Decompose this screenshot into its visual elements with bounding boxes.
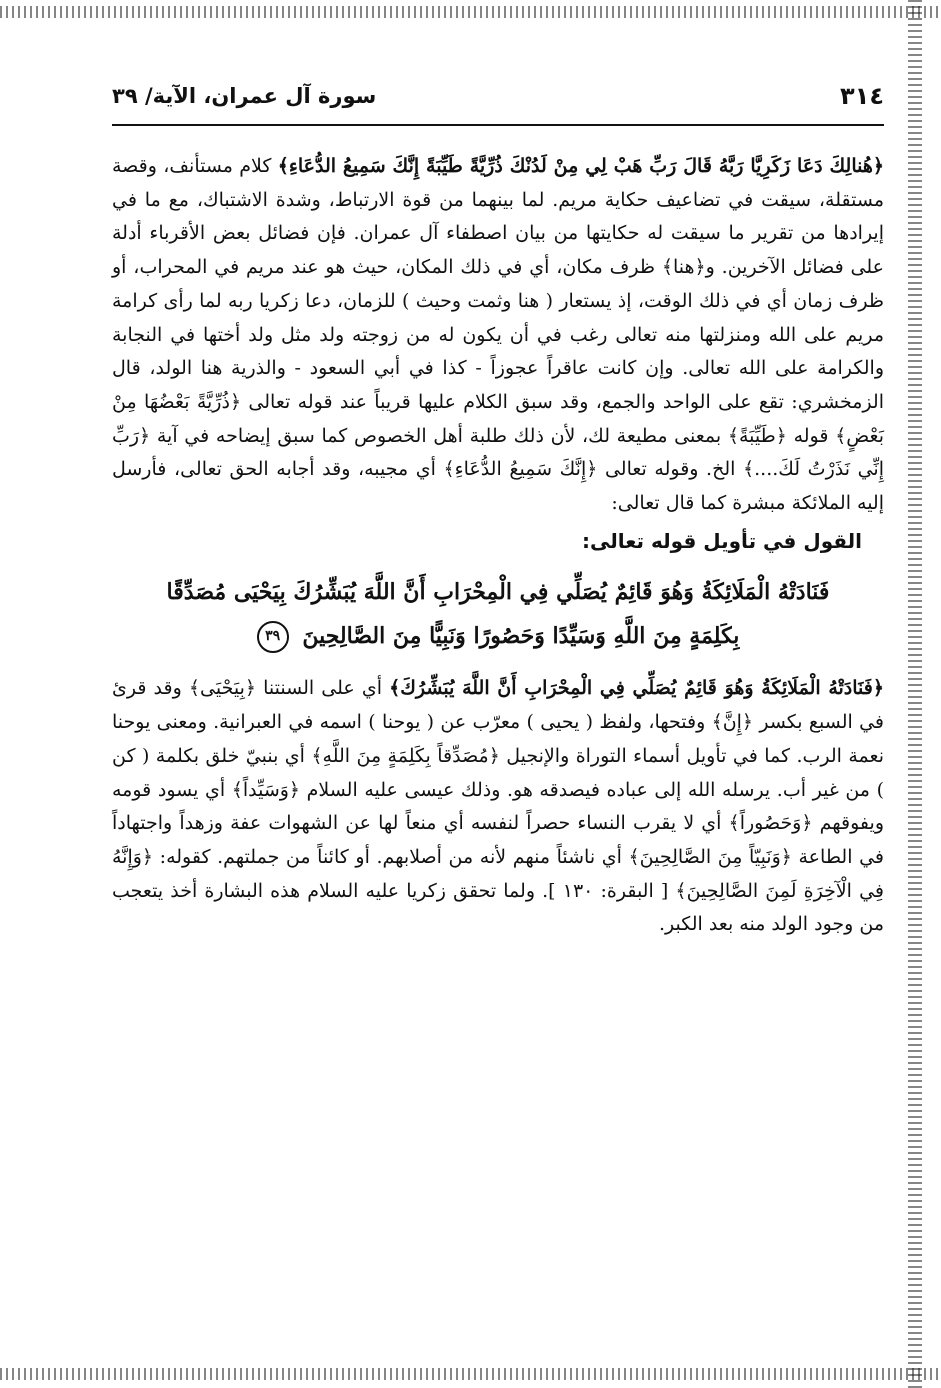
verse-block [112,570,884,658]
decorative-border-right [908,0,922,1388]
verse-line-2-text: بِكَلِمَةٍ مِنَ اللَّهِ وَسَيِّدًا وَحَصُورًا وَنَبِيًّا مِنَ الصَّالِحِينَ [302,623,740,650]
paragraph-1 [112,150,884,521]
surah-title: سورة آل عمران، الآية/ ٣٩ [112,84,377,108]
decorative-border-bottom [0,1368,941,1380]
page-header [112,68,884,126]
page-number: ٣١٤ [840,82,884,110]
decorative-border-top [0,6,941,18]
ayah-number-marker: ٣٩ [257,621,289,653]
verse-line-2 [112,614,884,658]
quran-quote-1: ﴿هُنالِكَ دَعَا زَكَرِيَّا رَبَّهُ قَالَ رَبِّ هَبْ لِي مِنْ لَدُنْكَ ذُرِّيَّةً طَيِّبَةً إِنَّكَ سَمِيعُ الدُّعَاءِ﴾ [277,155,885,177]
section-heading: القول في تأويل قوله تعالى: [582,528,862,553]
verse-line-1: فَنَادَتْهُ الْمَلَائِكَةُ وَهُوَ قَائِمٌ يُصَلِّي فِي الْمِحْرَابِ أَنَّ اللَّهَ يُبَشِّرُكَ بِيَحْيَى مُصَدِّقًا [166,579,830,606]
commentary-1: كلام مستأنف، وقصة مستقلة، سيقت في تضاعيف حكاية مريم. لما بينهما من قوة الارتباط، وشدة الاشتباك، مع ما في إيرادها من تقرير ما سيقت له حكايتها من بيان اصطفاء آل عمران. فإن فضائل بعض الأقرباء أدلة على فضائل الآخرين. و﴿هنا﴾ ظرف مكان، أي في ذلك المكان، حيث هو عند مريم في المحراب، أو ظرف زمان أي في ذلك الوقت، إذ يستعار ( هنا وثمت وحيث ) للزمان، دعا زكريا ربه لما رأى كرامة مريم على الله ومنزلتها منه تعالى رغب في أن يكون له من زوجته ولد مثل ولد أختها في النجابة والكرامة على الله تعالى. وإن كانت عاقراً عجوزاً - كذا في أبي السعود - والذرية هنا الولد، قال الزمخشري: تقع على الواحد والجمع، وقد سبق الكلام عليها قريباً عند قوله تعالى ﴿ذُرِّيَّةً بَعْضُهَا مِنْ بَعْضٍ﴾ قوله ﴿طَيِّبَةً﴾ بمعنى مطيعة لك، لأن ذلك طلبة أهل الخصوص كما سبق إيضاحه في آية ﴿رَبِّ إِنِّي نَذَرْتُ لَكَ....﴾ الخ. وقوله تعالى ﴿إِنَّكَ سَمِيعُ الدُّعَاءِ﴾ أي مجيبه، وقد أجابه الحق تعالى، فأرسل إليه الملائكة مبشرة كما قال تعالى: [112,155,884,515]
quran-quote-2: ﴿فَنَادَتْهُ الْمَلَائِكَةُ وَهُوَ قَائِمٌ يُصَلِّي فِي الْمِحْرَابِ أَنَّ اللَّهَ يُبَشِّرُكَ﴾ [389,677,884,700]
paragraph-2 [112,672,884,942]
commentary-2: أي على السنتنا ﴿بِيَحْيَى﴾ وقد قرئ في السبع بكسر ﴿إِنَّ﴾ وفتحها، ولفظ ( يحيى ) معرّب عن ( يوحنا ) اسمه في العبرانية. ومعنى يوحنا نعمة الرب. كما في تأويل أسماء التوراة والإنجيل ﴿مُصَدِّقاً بِكَلِمَةٍ مِنَ اللَّهِ﴾ أي بنبيّ خلق بكلمة ( كن ) من غير أب. يرسله الله إلى عباده فيصدقه هو. وذلك عيسى عليه السلام ﴿وَسَيِّداً﴾ أي يسود قومه ويفوقهم ﴿وَحَصُوراً﴾ أي لا يقرب النساء حصراً لنفسه أي منعاً لها عن الشهوات عفة وزهداً واجتهاداً في الطاعة ﴿وَنَبِيّاً مِنَ الصَّالِحِينَ﴾ أي ناشئاً منهم لأنه من أصلابهم. أو كائناً من جملتهم. كقوله: ﴿وَإِنَّهُ فِي الْآخِرَةِ لَمِنَ الصَّالِحِينَ﴾ [ البقرة: ١٣٠ ]. ولما تحقق زكريا عليه السلام هذه البشارة أخذ يتعجب من وجود الولد منه بعد الكبر. [112,677,885,936]
book-page [112,68,884,1358]
page-content [112,150,884,942]
